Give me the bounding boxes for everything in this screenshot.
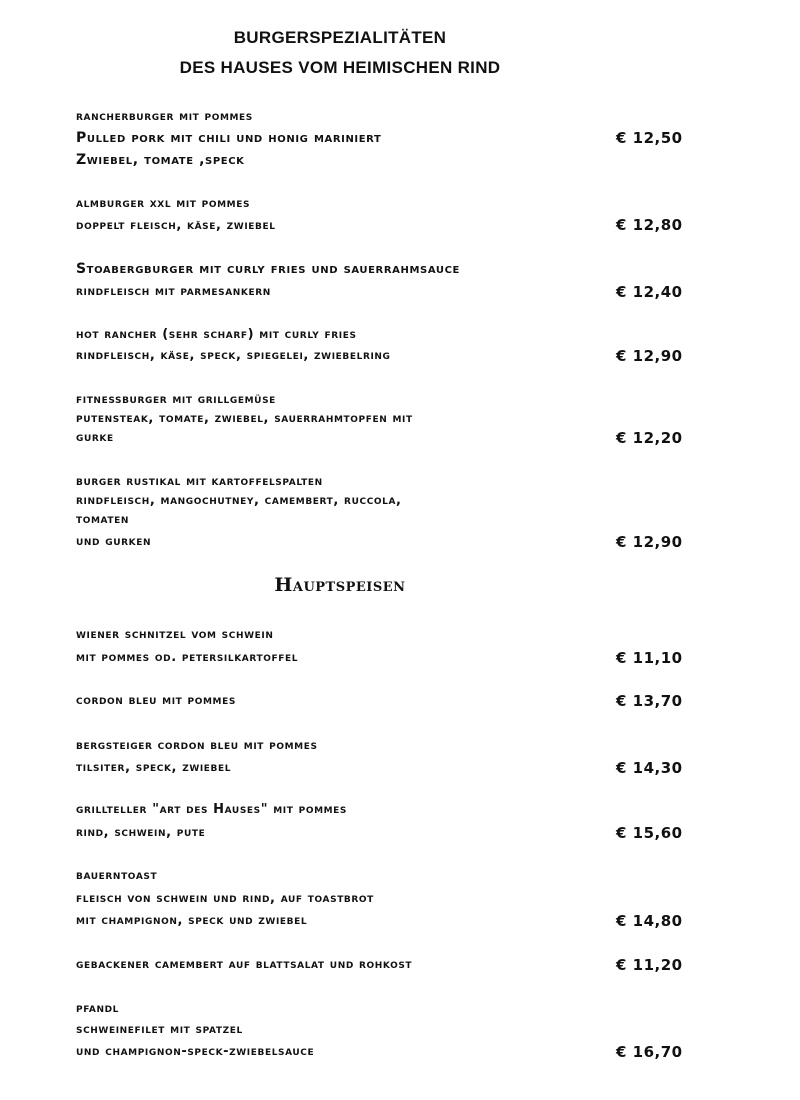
main-7-price: € 16,70 <box>616 1043 683 1061</box>
main-7-name: pfandl <box>76 1001 120 1016</box>
main-2-price: € 13,70 <box>616 692 683 710</box>
burger-4-name: hot rancher (sehr scharf) mit curly fries <box>76 327 357 342</box>
burger-5-desc-1: putensteak, tomate, zwiebel, sauerrahmtopfen mit <box>76 411 413 426</box>
burger-2-name: almburger xxl mit pommes <box>76 196 251 211</box>
main-1-price: € 11,10 <box>616 649 683 667</box>
burger-1-desc-1: Pulled pork mit chili und honig mariniert <box>76 130 382 146</box>
main-7-desc-1: schweinefilet mit spatzel <box>76 1022 243 1037</box>
burger-6-desc-2: tomaten <box>76 512 130 527</box>
burger-2-price: € 12,80 <box>616 216 683 234</box>
menu-heading-line-2: DES HAUSES VOM HEIMISCHEN RIND <box>179 58 501 77</box>
main-5-price: € 14,80 <box>616 912 683 930</box>
burger-3-desc-1: rindfleisch mit parmesankern <box>76 284 271 299</box>
main-4-name: grillteller "art des Hauses" mit pommes <box>76 802 348 817</box>
burger-6-price: € 12,90 <box>616 533 683 551</box>
burger-1-desc-2: Zwiebel, tomate ,speck <box>76 152 245 168</box>
main-1-desc-1: mit pommes od. petersilkartoffel <box>76 650 299 665</box>
burger-1-price: € 12,50 <box>616 129 683 147</box>
main-2-name: cordon bleu mit pommes <box>76 693 236 708</box>
main-4-price: € 15,60 <box>616 824 683 842</box>
main-5-name: bauerntoast <box>76 868 158 883</box>
main-3-desc-1: tilsiter, speck, zwiebel <box>76 760 232 775</box>
burger-6-desc-3: und gurken <box>76 534 152 549</box>
burger-1-name: rancherburger mit pommes <box>76 109 253 124</box>
main-4-desc-1: rind, schwein, pute <box>76 825 206 840</box>
main-7-desc-2: und champignon-speck-zwiebelsauce <box>76 1044 315 1059</box>
burger-6-name: burger rustikal mit kartoffelspalten <box>76 474 323 489</box>
main-3-price: € 14,30 <box>616 759 683 777</box>
burger-6-desc-1: rindfleisch, mangochutney, camembert, ruccola, <box>76 493 402 508</box>
burger-5-desc-2: gurke <box>76 430 114 445</box>
burger-2-desc-1: doppelt fleisch, käse, zwiebel <box>76 218 276 233</box>
burger-3-price: € 12,40 <box>616 283 683 301</box>
main-3-name: bergsteiger cordon bleu mit pommes <box>76 738 318 753</box>
main-5-desc-2: mit champignon, speck und zwiebel <box>76 913 308 928</box>
main-1-name: wiener schnitzel vom schwein <box>76 627 274 642</box>
menu-heading-line-1: BURGERSPEZIALITÄTEN <box>233 28 447 47</box>
burger-4-desc-1: rindfleisch, käse, speck, spiegelei, zwiebelring <box>76 348 391 363</box>
main-6-price: € 11,20 <box>616 956 683 974</box>
main-5-desc-1: fleisch von schwein und rind, auf toastbrot <box>76 891 374 906</box>
burger-5-price: € 12,20 <box>616 429 683 447</box>
section-title-hauptspeisen: Hauptspeisen <box>274 574 406 596</box>
burger-4-price: € 12,90 <box>616 347 683 365</box>
burger-5-name: fitnessburger mit grillgemüse <box>76 392 276 407</box>
burger-3-name: Stoabergburger mit curly fries und sauerrahmsauce <box>76 261 460 277</box>
main-6-name: gebackener camembert auf blattsalat und rohkost <box>76 957 413 972</box>
